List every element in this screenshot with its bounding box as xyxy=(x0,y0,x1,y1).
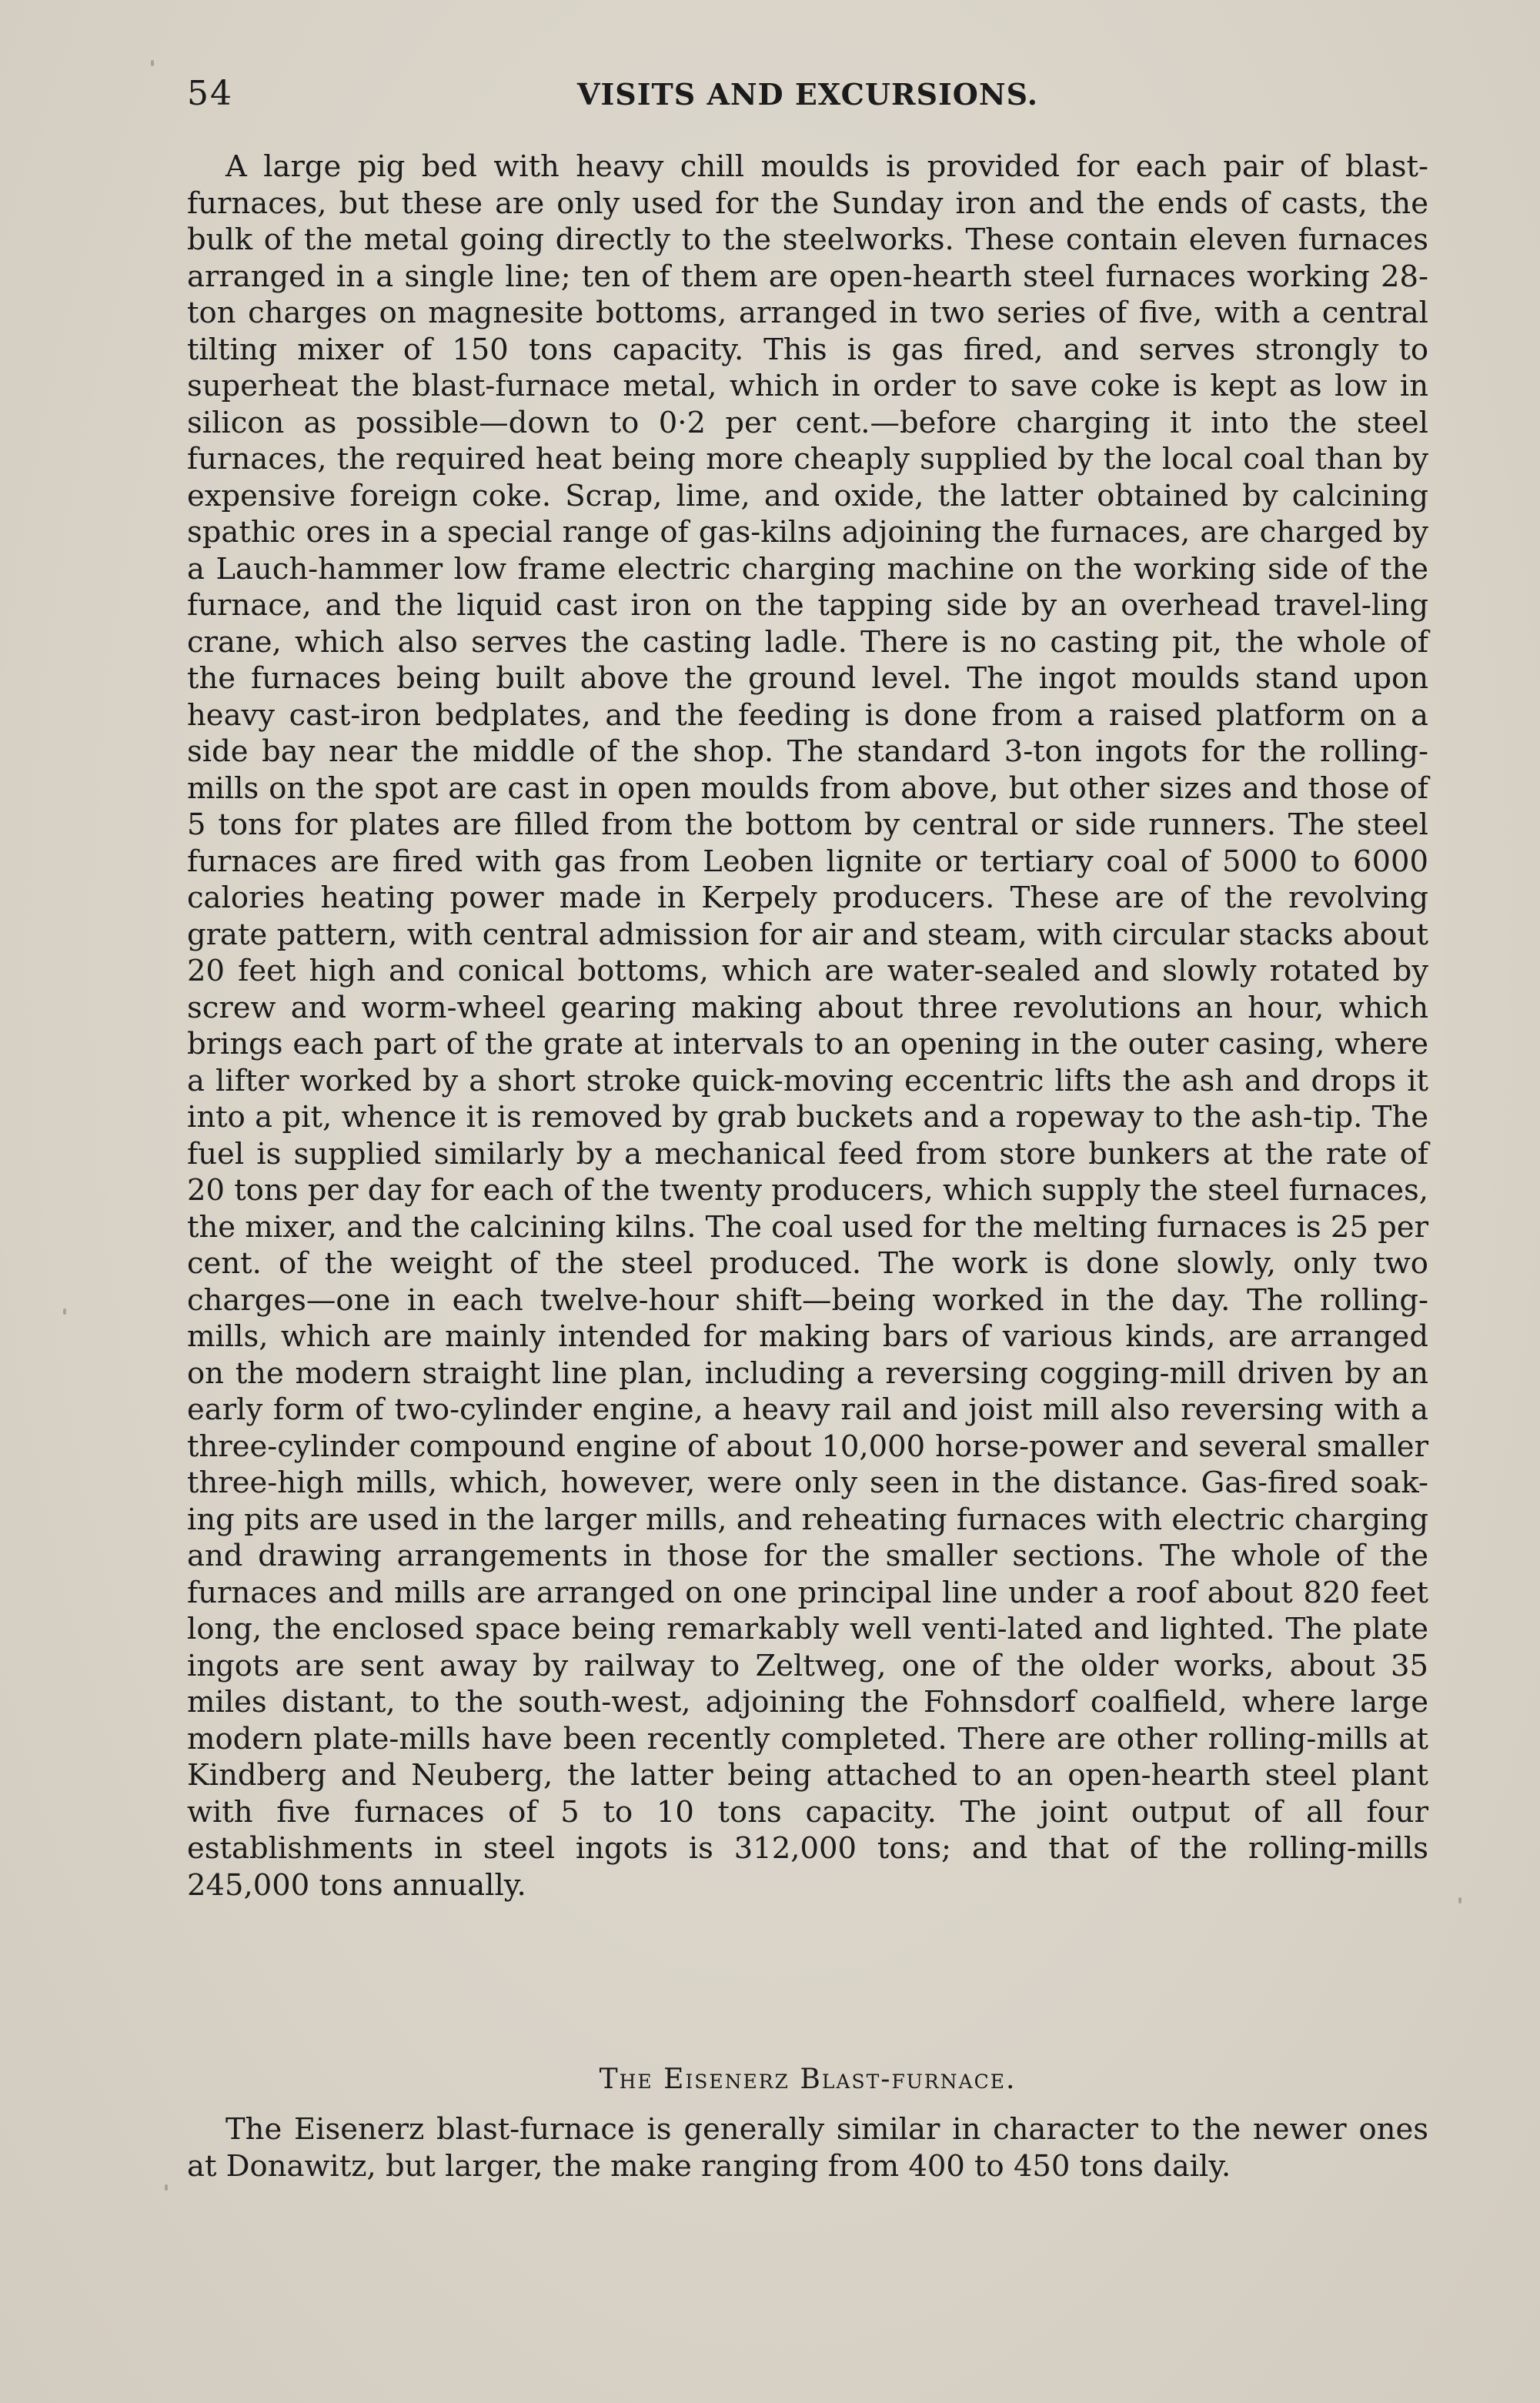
running-head xyxy=(187,74,1428,120)
main-text-block xyxy=(187,149,1428,1903)
paper-speck xyxy=(63,1308,66,1315)
section-heading: The Eisenerz Blast-furnace. xyxy=(599,2064,1017,2095)
paper-speck xyxy=(165,2184,168,2191)
paragraph: The Eisenerz blast-furnace is generally similar in character to the newer ones at Donawitz, but larger, the make ranging from 400 to 450 tons daily. xyxy=(187,2112,1428,2184)
paragraph: A large pig bed with heavy chill moulds is provided for each pair of blast-furnaces, but these are only used for the Sunday iron and the ends of casts, the bulk of the metal going directly to the steelworks. These contain eleven furnaces arranged in a single line; ten of them are open-hearth steel furnaces working 28-ton charges on magnesite bottoms, arranged in two series of five, with a central tilting mixer of 150 tons capacity. This is gas fired, and serves strongly to superheat the blast-furnace metal, which in order to save coke is kept as low in silicon as possible—down to 0·2 per cent.—before charging it into the steel furnaces, the required heat being more cheaply supplied by the local coal than by expensive foreign coke. Scrap, lime, and oxide, the latter obtained by calcining spathic ores in a special range of gas-kilns adjoining the furnaces, are charged by a Lauch-hammer low frame electric charging machine on the working side of the furnace, and the liquid cast iron on the tapping side by an overhead travel-ling crane, which also serves the casting ladle. There is no casting pit, the whole of the furnaces being built above the ground level. The ingot moulds stand upon heavy cast-iron bedplates, and the feeding is done from a raised platform on a side bay near the middle of the shop. The standard 3-ton ingots for the rolling-mills on the spot are cast in open moulds from above, but other sizes and those of 5 tons for plates are filled from the bottom by central or side runners. The steel furnaces are fired with gas from Leoben lignite or tertiary coal of 5000 to 6000 calories heating power made in Kerpely producers. These are of the revolving grate pattern, with central admission for air and steam, with circular stacks about 20 feet high and conical bottoms, which are water-sealed and slowly rotated by screw and worm-wheel gearing making about three revolutions an hour, which brings each part of the grate at intervals to an opening in the outer casing, where a lifter worked by a short stroke quick-moving eccentric lifts the ash and drops it into a pit, whence it is removed by grab buckets and a ropeway to the ash-tip. The fuel is supplied similarly by a mechanical feed from store bunkers at the rate of 20 tons per day for each of the twenty producers, which supply the steel furnaces, the mixer, and the calcining kilns. The coal used for the melting furnaces is 25 per cent. of the weight of the steel produced. The work is done slowly, only two charges—one in each twelve-hour shift—being worked in the day. The rolling-mills, which are mainly intended for making bars of various kinds, are arranged on the modern straight line plan, including a reversing cogging-mill driven by an early form of two-cylinder engine, a heavy rail and joist mill also reversing with a three-cylinder compound engine of about 10,000 horse-power and several smaller three-high mills, which, however, were only seen in the distance. Gas-fired soak-ing pits are used in the larger mills, and reheating furnaces with electric charging and drawing arrangements in those for the smaller sections. The whole of the furnaces and mills are arranged on one principal line under a roof about 820 feet long, the enclosed space being remarkably well venti-lated and lighted. The plate ingots are sent away by railway to Zeltweg, one of the older works, about 35 miles distant, to the south-west, adjoining the Fohnsdorf coalfield, where large modern plate-mills have been recently completed. There are other rolling-mills at Kindberg and Neuberg, the latter being attached to an open-hearth steel plant with five furnaces of 5 to 10 tons capacity. The joint output of all four establishments in steel ingots is 312,000 tons; and that of the rolling-mills 245,000 tons annually. xyxy=(187,149,1428,1903)
second-text-block xyxy=(187,2111,1428,2184)
running-title: VISITS AND EXCURSIONS. xyxy=(577,77,1038,112)
page-number: 54 xyxy=(187,74,233,113)
paper-speck xyxy=(1458,1897,1461,1903)
paper-speck xyxy=(151,60,154,66)
